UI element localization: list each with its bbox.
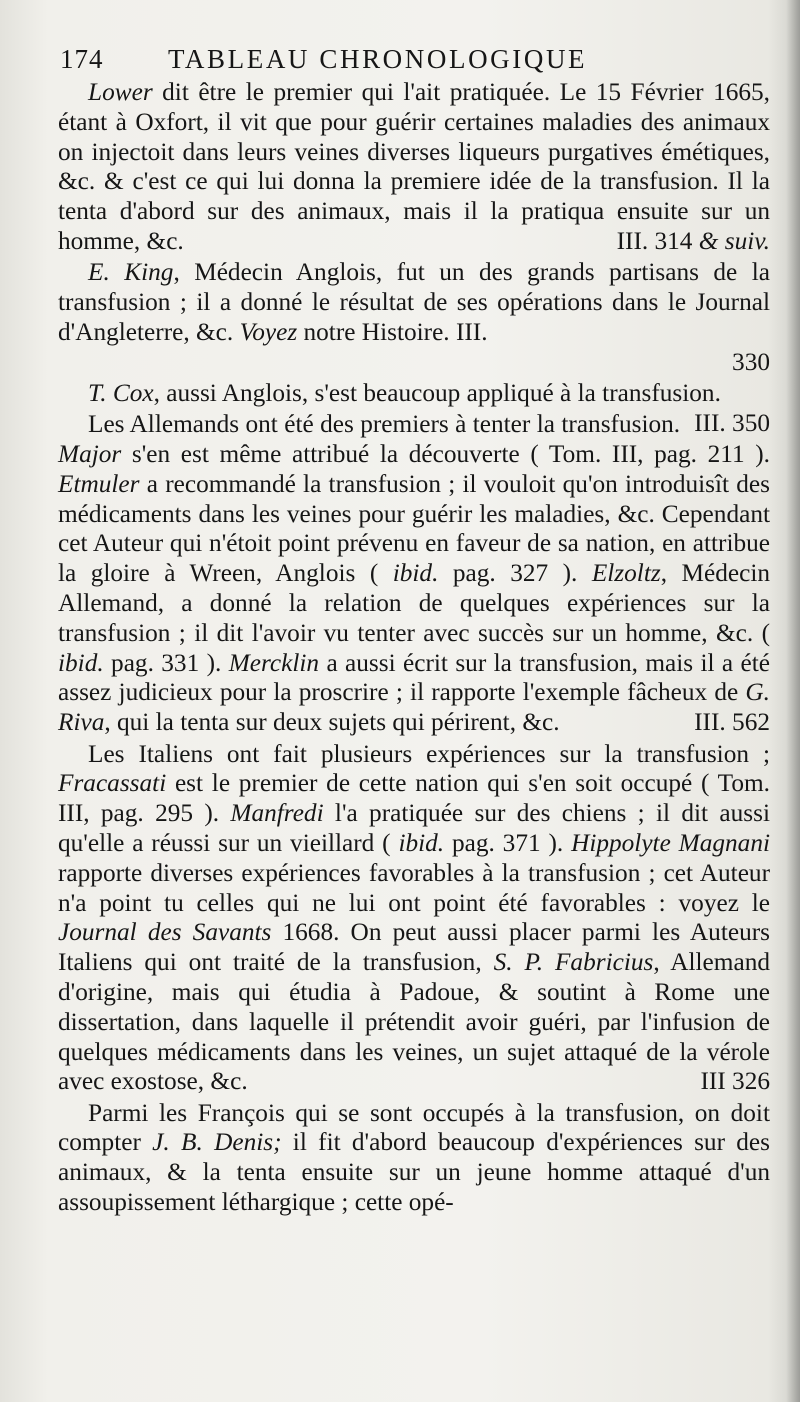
paragraph-allemands: Les Allemands ont été des premiers à tenter la transfusion. Major s'en est même attribué la découverte ( Tom. III, pag. 211 ). Etmuler a recommandé la transfusion ; il vouloit qu'on introduisît des médicaments dans les veines pour guérir les maladies, &c. Cependant cet Auteur qui n'étoit point prévenu en faveur de sa nation, en attribue la gloire à Wreen, Anglois ( ibid. pag. 327 ). Elzoltz, Médecin Allemand, a donné la relation de quelques expériences sur la transfusion ; il dit l'avoir vu tenter avec succès sur un homme, &c. ( ibid. pag. 331 ). Mercklin a aussi écrit sur la transfusion, mais il a été assez judicieux pour la proscrire ; il rapporte l'exemple fâcheux de G. Riva, qui la tenta sur deux sujets qui périrent, &c. III. 562 <box>58 410 771 737</box>
volume-reference: 330 <box>732 347 770 376</box>
paragraph-cox: T. Cox, aussi Anglois, s'est beaucoup appliqué à la transfusion. III. 350 <box>88 378 770 437</box>
paragraph-lower: Lower dit être le premier qui l'ait pratiquée. Le 15 Février 1665, étant à Oxfort, il vit que pour guérir certaines maladies des animaux on injectoit dans leurs veines diverses liqueurs purgatives émétiques, &c. & c'est ce qui lui donna la premiere idée de la transfusion. Il la tenta d'abord sur des animaux, mais il la pratiqua ensuite sur un homme, &c. III. 314 & suiv. <box>58 78 770 255</box>
volume-reference: III. 350 <box>694 408 770 437</box>
paragraph-king: E. King, Médecin Anglois, fut un des grands partisans de la transfusion ; il a donné le résultat de ses opérations dans le Journal d'Angleterre, &c. Voyez notre Histoire. III. 330 <box>58 258 770 376</box>
volume-reference: III. 314 & suiv. <box>616 226 770 255</box>
page-header <box>60 38 760 82</box>
paragraph-italiens: Les Italiens ont fait plusieurs expériences sur la transfusion ; Fracassati est le premier de cette nation qui s'en soit occupé ( Tom. III, pag. 295 ). Manfredi l'a pratiquée sur des chiens ; il dit aussi qu'elle a réussi sur un vieillard ( ibid. pag. 371 ). Hippolyte Magnani rapporte diverses expériences favorables à la transfusion ; cet Auteur n'a point tu celles qui ne lui ont point été favorables : voyez le Journal des Savants 1668. On peut aussi placer parmi les Auteurs Italiens qui ont traité de la transfusion, S. P. Fabricius, Allemand d'origine, mais qui étudia à Padoue, & soutint à Rome une dissertation, dans laquelle il prétendit avoir guéri, par l'infusion de quelques médicaments dans les veines, un sujet attaqué de la vérole avec exostose, &c. III 326 <box>58 739 771 1096</box>
body-text <box>58 78 770 1219</box>
page-edge-shadow <box>786 0 800 1402</box>
running-title: TABLEAU CHRONOLOGIQUE <box>168 44 588 74</box>
paragraph-francois: Parmi les François qui se sont occupés à la transfusion, on doit compter J. B. Denis; il fit d'abord beaucoup d'expériences sur des animaux, & la tenta ensuite sur un jeune homme attaqué d'un assoupissement léthargique ; cette opé- <box>58 1098 770 1216</box>
volume-reference: III 326 <box>700 1067 770 1096</box>
volume-reference: III. 562 <box>694 708 770 737</box>
page-number: 174 <box>60 44 104 74</box>
